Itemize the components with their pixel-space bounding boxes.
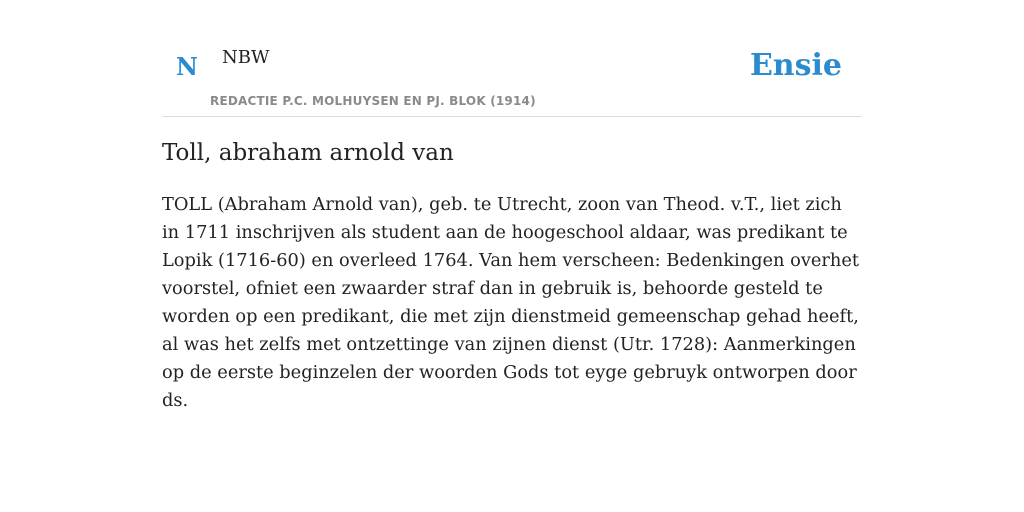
article-title: Toll, abraham arnold van (162, 140, 454, 166)
source-header (162, 0, 862, 117)
source-subtitle: REDACTIE P.C. MOLHUYSEN EN PJ. BLOK (1914) (210, 94, 536, 108)
source-name[interactable]: NBW (222, 47, 270, 68)
article-body: TOLL (Abraham Arnold van), geb. te Utrecht, zoon van Theod. v.T., liet zich in 1711 inschrijven als student aan de hoogeschool aldaar, was predikant te Lopik (1716-60) en overleed 1764. Van hem verscheen: Bedenkingen overhet voorstel, ofniet een zwaarder straf dan in gebruik is, behoorde gesteld te worden op een predikant, die met zijn dienstmeid gemeenschap gehad heeft, al was het zelfs met ontzettinge van zijnen dienst (Utr. 1728): Aanmerkingen op de eerste beginzelen der woorden Gods tot eyge gebruyk ontworpen door ds. (162, 194, 860, 411)
source-logo[interactable]: N (176, 52, 198, 81)
page-container (162, 0, 862, 411)
brand-logo-link[interactable]: Ensie (749, 48, 842, 83)
